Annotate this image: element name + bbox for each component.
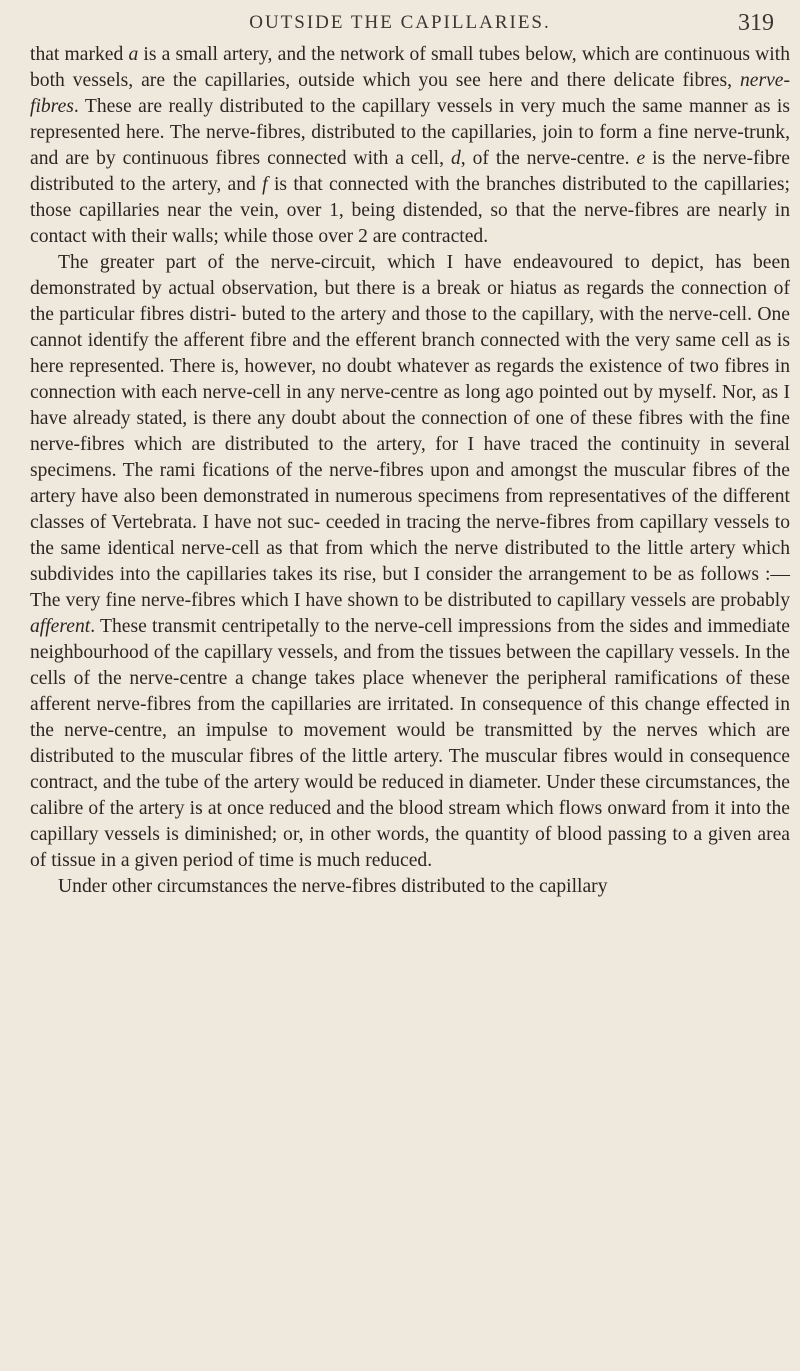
paragraph-3: Under other circumstances the nerve-fibres distributed to the capillary (58, 876, 608, 897)
body-text (30, 42, 790, 900)
page-number: 319 (738, 10, 774, 36)
running-head: OUTSIDE THE CAPILLARIES. (249, 12, 551, 33)
paragraph-2: The greater part of the nerve-circuit, which I have endeavoured to depict, has been demonstrated by actual observation, but there is a break or hiatus as regards the connection of the particular fibres distri- buted to the artery and those to the capillary, with the nerve-cell. One cannot identify the afferent fibre and the efferent branch connected with the very same cell as is here represented. There is, however, no doubt whatever as regards the existence of two fibres in connection with each nerve-cell in any nerve-centre as long ago pointed out by myself. Nor, as I have already stated, is there any doubt about the connection of one of these fibres with the fine nerve-fibres which are distributed to the artery, for I have traced the continuity in several specimens. The rami fications of the nerve-fibres upon and amongst the muscular fibres of the artery have also been demonstrated in numerous specimens from representatives of the different classes of Vertebrata. I have not suc- ceeded in tracing the nerve-fibres from capillary vessels to the same identical nerve-cell as that from which the nerve distributed to the little artery which subdivides into the capillaries takes its rise, but I consider the arrangement to be as follows :—The very fine nerve-fibres which I have shown to be distributed to capillary vessels are probably afferent. These transmit centripetally to the nerve-cell impressions from the sides and immediate neighbourhood of the capillary vessels, and from the tissues between the capillary vessels. In the cells of the nerve-centre a change takes place whenever the peripheral ramifications of these afferent nerve-fibres from the capillaries are irritated. In consequence of this change effected in the nerve-centre, an impulse to movement would be transmitted by the nerves which are distributed to the muscular fibres of the little artery. The muscular fibres would in consequence contract, and the tube of the artery would be reduced in diameter. Under these circumstances, the calibre of the artery is at once reduced and the blood stream which flows onward from it into the capillary vessels is diminished; or, in other words, the quantity of blood passing to a given area of tissue in a given period of time is much reduced. (30, 252, 790, 871)
paragraph-1: that marked a is a small artery, and the network of small tubes below, which are continuous with both vessels, are the capillaries, outside which you see here and there delicate fibres, nerve-fibres. These are really distributed to the capillary vessels in very much the same manner as is represented here. The nerve-fibres, distributed to the capillaries, join to form a fine nerve-trunk, and are by continuous fibres connected with a cell, d, of the nerve-centre. e is the nerve-fibre distributed to the artery, and f is that connected with the branches distributed to the capillaries; those capillaries near the vein, over 1, being distended, so that the nerve-fibres are nearly in contact with their walls; while those over 2 are contracted. (30, 44, 790, 247)
